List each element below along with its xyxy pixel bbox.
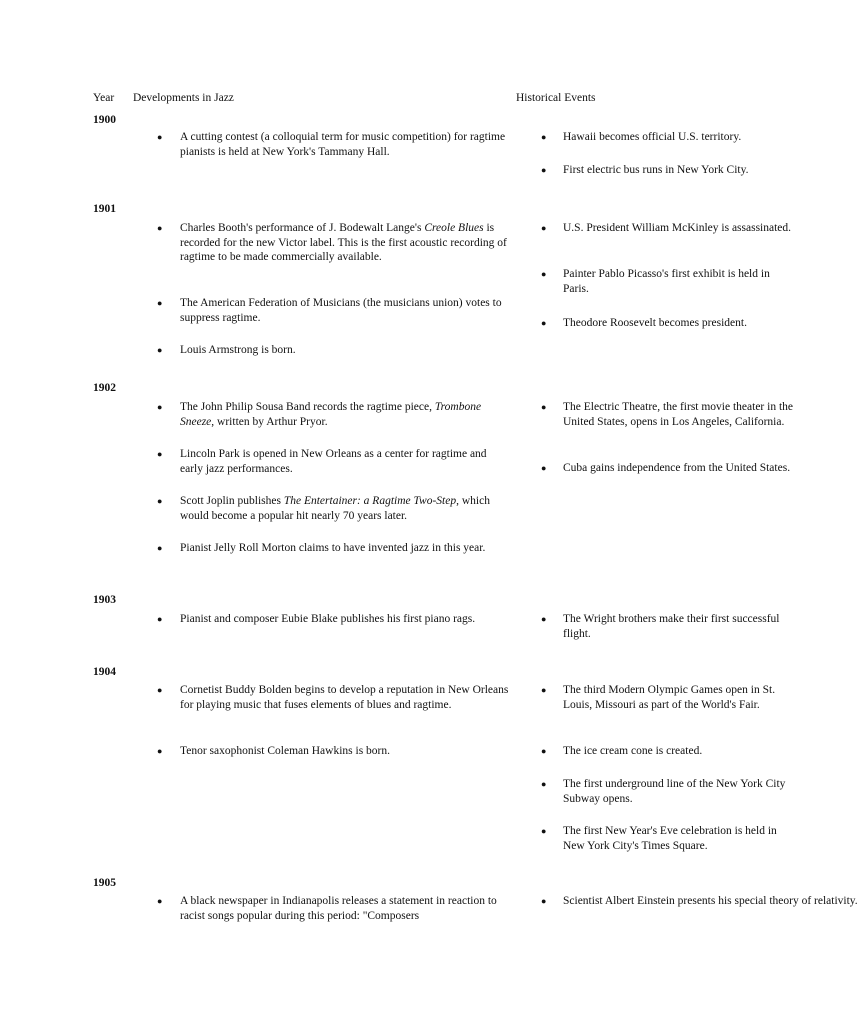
- historical-event-item: [563, 267, 798, 296]
- jazz-event-item: [180, 400, 510, 429]
- historical-event-item: [563, 683, 798, 712]
- bullet-icon: ●: [157, 223, 163, 233]
- event-text: Charles Booth's performance of J. Bodewalt Lange's: [180, 222, 425, 234]
- year-label: 1902: [93, 382, 116, 394]
- year-label: 1900: [93, 114, 116, 126]
- year-label: 1903: [93, 594, 116, 606]
- bullet-icon: ●: [541, 463, 547, 473]
- event-text: The ice cream cone is created.: [563, 745, 703, 757]
- historical-event-item: [563, 130, 798, 145]
- bullet-icon: ●: [541, 223, 547, 233]
- bullet-icon: ●: [157, 132, 163, 142]
- event-text: First electric bus runs in New York City.: [563, 164, 749, 176]
- event-text: Scott Joplin publishes: [180, 495, 284, 507]
- bullet-icon: ●: [541, 746, 547, 756]
- year-label: 1904: [93, 666, 116, 678]
- event-text: Cornetist Buddy Bolden begins to develop a reputation in New Orleans for playing music that fuses elements of blues and ragtime.: [180, 684, 509, 711]
- bullet-icon: ●: [541, 402, 547, 412]
- event-text: , written by Arthur Pryor.: [211, 415, 328, 428]
- jazz-event-item: [180, 683, 510, 712]
- historical-event-item: [563, 894, 858, 909]
- bullet-icon: ●: [157, 543, 163, 553]
- column-header-jazz: Developments in Jazz: [133, 92, 234, 104]
- event-text: Hawaii becomes official U.S. territory.: [563, 131, 742, 143]
- year-label: 1905: [93, 877, 116, 889]
- bullet-icon: ●: [157, 496, 163, 506]
- bullet-icon: ●: [157, 449, 163, 459]
- bullet-icon: ●: [541, 826, 547, 836]
- historical-event-item: [563, 744, 798, 759]
- event-text: The Electric Theatre, the first movie theater in the United States, opens in Los Angeles, California.: [563, 401, 794, 428]
- bullet-icon: ●: [157, 298, 163, 308]
- bullet-icon: ●: [157, 746, 163, 756]
- event-text: The American Federation of Musicians (the musicians union) votes to suppress ragtime.: [180, 297, 502, 324]
- event-text: The Wright brothers make their first successful flight.: [563, 613, 780, 640]
- event-text: Scientist Albert Einstein presents his special theory of relativity.: [563, 895, 858, 907]
- event-text: A black newspaper in Indianapolis releases a statement in reaction to racist songs popular during this period: "Composers: [180, 895, 497, 922]
- historical-event-item: [563, 221, 798, 236]
- bullet-icon: ●: [157, 614, 163, 624]
- event-text: Theodore Roosevelt becomes president.: [563, 317, 747, 329]
- historical-event-item: [563, 824, 798, 853]
- historical-event-item: [563, 400, 798, 429]
- historical-event-item: [563, 316, 798, 331]
- bullet-icon: ●: [541, 896, 547, 906]
- event-text: Lincoln Park is opened in New Orleans as a center for ragtime and early jazz performances.: [180, 448, 487, 475]
- jazz-event-item: [180, 612, 510, 627]
- work-title: Trombone Sneeze: [180, 401, 482, 428]
- bullet-icon: ●: [157, 685, 163, 695]
- event-text: The first underground line of the New York City Subway opens.: [563, 778, 786, 805]
- event-text: is recorded for the new Victor label. This is the first acoustic recording of ragtime to be made commercially available.: [180, 222, 507, 263]
- event-text: The third Modern Olympic Games open in St. Louis, Missouri as part of the World's Fair.: [563, 684, 776, 711]
- year-label: 1901: [93, 203, 116, 215]
- jazz-event-item: [180, 221, 510, 265]
- historical-event-item: [563, 612, 798, 641]
- bullet-icon: ●: [541, 318, 547, 328]
- historical-event-item: [563, 777, 798, 806]
- jazz-event-item: [180, 130, 510, 159]
- bullet-icon: ●: [157, 402, 163, 412]
- event-text: Cuba gains independence from the United States.: [563, 462, 791, 474]
- bullet-icon: ●: [541, 132, 547, 142]
- jazz-event-item: [180, 744, 510, 759]
- jazz-event-item: [180, 343, 510, 358]
- event-text: , which would become a popular hit nearly 70 years later.: [180, 495, 490, 522]
- bullet-icon: ●: [541, 614, 547, 624]
- event-text: U.S. President William McKinley is assassinated.: [563, 222, 792, 234]
- work-title: The Entertainer: a Ragtime Two-Step: [283, 495, 457, 507]
- historical-event-item: [563, 461, 798, 476]
- bullet-icon: ●: [541, 269, 547, 279]
- event-text: Pianist Jelly Roll Morton claims to have invented jazz in this year.: [180, 542, 486, 554]
- jazz-event-item: [180, 541, 510, 556]
- event-text: Painter Pablo Picasso's first exhibit is held in Paris.: [563, 268, 770, 295]
- column-header-year: Year: [93, 92, 115, 104]
- event-text: Louis Armstrong is born.: [180, 344, 296, 356]
- jazz-event-item: [180, 494, 510, 523]
- work-title: Creole Blues: [424, 222, 484, 234]
- jazz-event-item: [180, 296, 510, 325]
- event-text: Pianist and composer Eubie Blake publishes his first piano rags.: [180, 613, 476, 625]
- bullet-icon: ●: [541, 779, 547, 789]
- event-text: The first New Year's Eve celebration is held in New York City's Times Square.: [563, 825, 777, 852]
- event-text: The John Philip Sousa Band records the ragtime piece,: [180, 401, 435, 413]
- bullet-icon: ●: [157, 345, 163, 355]
- jazz-event-item: [180, 447, 510, 476]
- historical-event-item: [563, 163, 798, 178]
- bullet-icon: ●: [157, 896, 163, 906]
- bullet-icon: ●: [541, 685, 547, 695]
- event-text: Tenor saxophonist Coleman Hawkins is born.: [180, 745, 391, 757]
- event-text: A cutting contest (a colloquial term for music competition) for ragtime pianists is held at New York's Tammany Hall.: [180, 131, 506, 158]
- bullet-icon: ●: [541, 165, 547, 175]
- column-header-history: Historical Events: [516, 92, 596, 104]
- jazz-event-item: [180, 894, 510, 923]
